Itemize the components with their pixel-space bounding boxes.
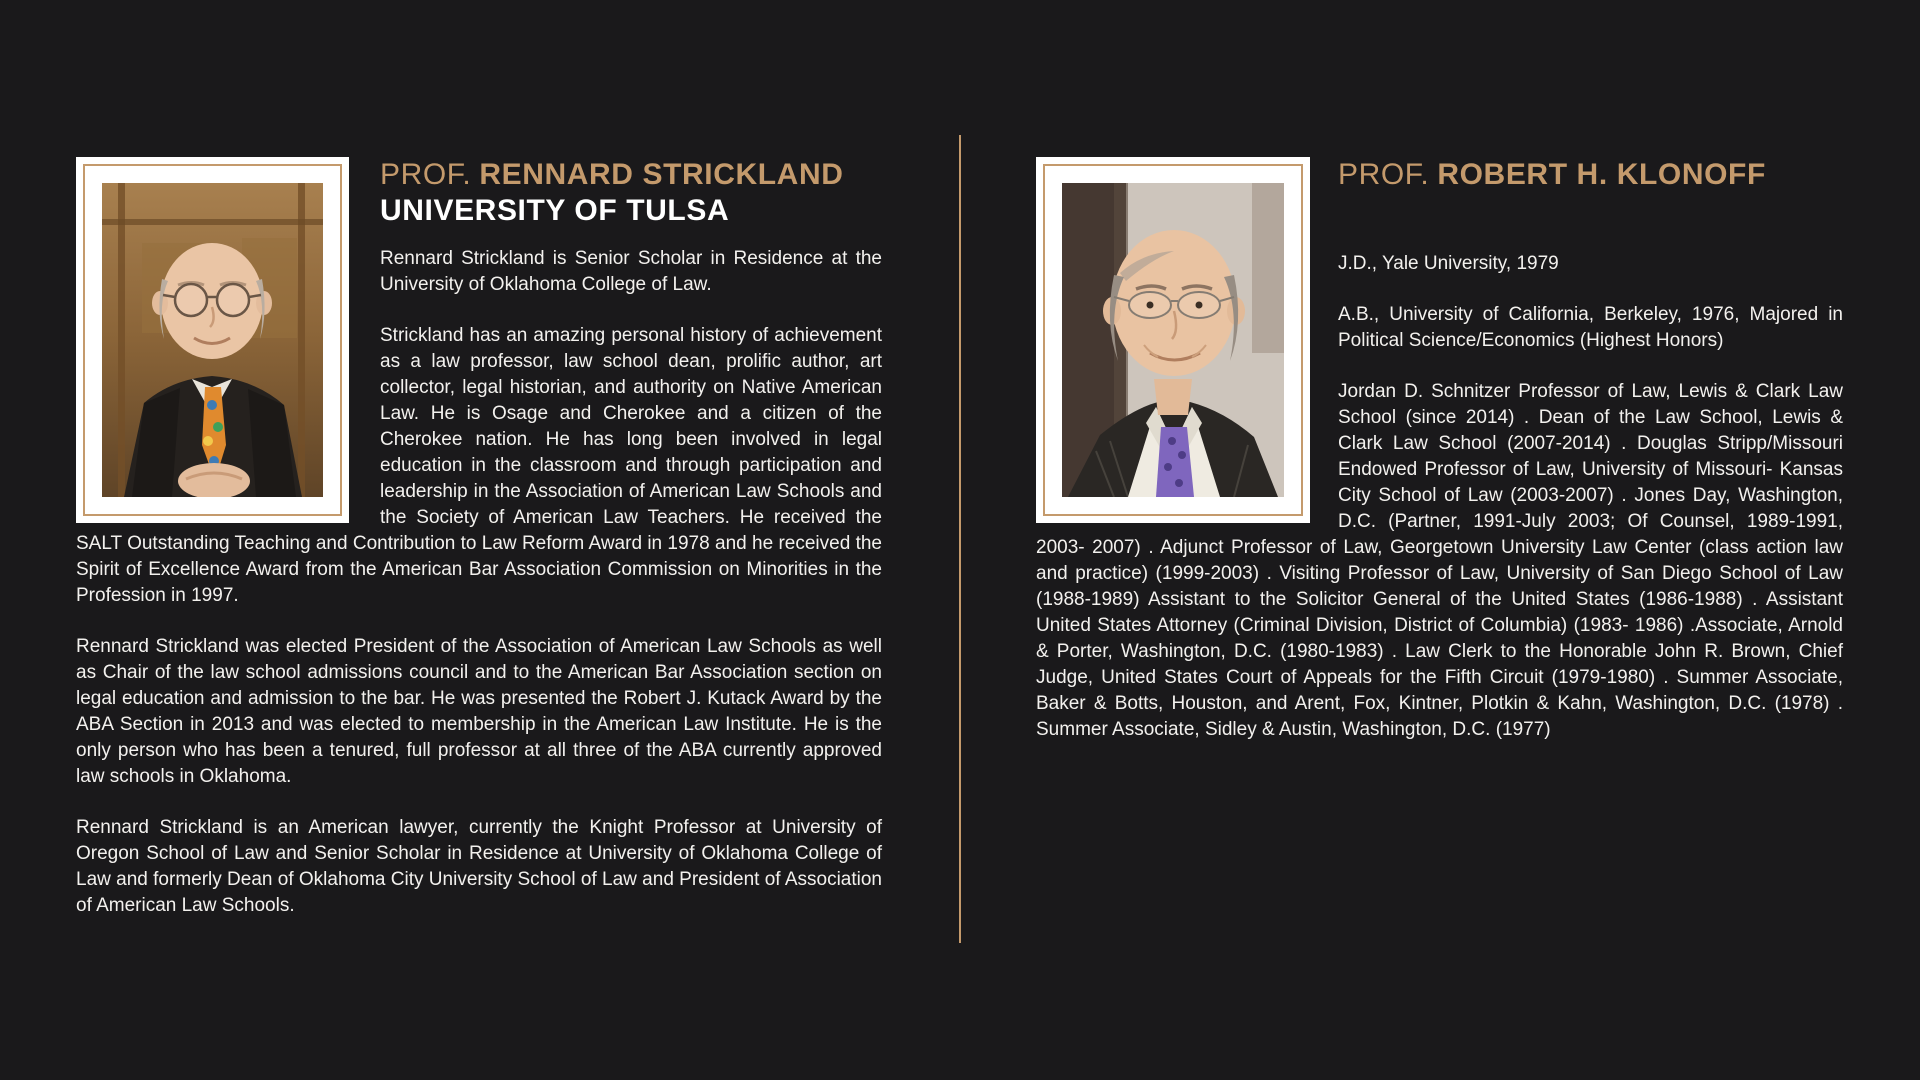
klonoff-portrait bbox=[1062, 183, 1284, 497]
klonoff-photo-frame bbox=[1036, 157, 1310, 523]
professor-name: RENNARD STRICKLAND bbox=[479, 158, 844, 191]
bio-paragraph: J.D., Yale University, 1979 bbox=[1338, 253, 1559, 274]
strickland-photo-frame bbox=[76, 157, 349, 523]
university-subtitle: UNIVERSITY OF TULSA bbox=[380, 194, 730, 227]
bio-paragraph: Jordan D. Schnitzer Professor of Law, Lewis & Clark Law School (since 2014) . Dean of the Law School, Lewis & Clark Law School (2007-2014) . Douglas Stripp/Missouri Endowed Professor of Law, University of Missouri- Kansas City School of Law (2003-2007) . Jones Day, Washington, D.C. (Partner, 1991-July 2003; Of Counsel, 1989-1991, 2003- 2007) . Adjunct Professor of Law, Georgetown University Law Center (class action law and practice) (1999-2003) . Visiting Professor of Law, University of San Diego School of Law (1988-1989) Assistant to the Solicitor General of the United States (1986-1988) . Assistant United States Attorney (Criminal Division, District of Columbia) (1983- 1986) .Associate, Arnold & Porter, Washington, D.C. (1980-1983) . Law Clerk to the Honorable John R. Brown, Chief Judge, United States Court of Appeals for the Fifth Circuit (1979-1980) . Summer Associate, Baker & Botts, Houston, and Arent, Fox, Kintner, Plotkin & Kahn, Washington, D.C. (1978) . Summer Associate, Sidley & Austin, Washington, D.C. (1977) bbox=[1036, 381, 1843, 740]
bio-paragraph: A.B., University of California, Berkeley, 1976, Majored in Political Science/Economics (Highest Honors) bbox=[1338, 304, 1843, 351]
strickland-portrait bbox=[102, 183, 323, 497]
bio-paragraph: Rennard Strickland is Senior Scholar in Residence at the University of Oklahoma College of Law. bbox=[380, 248, 882, 295]
profile-panel-klonoff bbox=[1036, 157, 1843, 743]
title-prefix: PROF. bbox=[380, 158, 472, 191]
vertical-divider-line bbox=[959, 135, 961, 943]
bio-paragraph: Strickland has an amazing personal history of achievement as a law professor, law school dean, prolific author, art collector, legal historian, and authority on Native American Law. He is Osage and Cherokee and a citizen of the Cherokee nation. He has long been involved in legal education in the classroom and through participation and leadership in the Association of American Law Schools and the Society of American Law Teachers. He received the SALT Outstanding Teaching and Contribution to Law Reform Award in 1978 and he received the Spirit of Excellence Award from the American Bar Association Commission on Minorities in the Profession in 1997. bbox=[76, 325, 882, 606]
bio-paragraph: Rennard Strickland was elected President of the Association of American Law Schools as well as Chair of the law school admissions council and to the American Bar Association section on legal education and admission to the bar. He was presented the Robert J. Kutack Award by the ABA Section in 2013 and was elected to membership in the American Law Institute. He is the only person who has been a tenured, full professor at all three of the ABA currently approved law schools in Oklahoma. bbox=[76, 636, 882, 787]
title-prefix: PROF. bbox=[1338, 158, 1430, 191]
bio-paragraph: Rennard Strickland is an American lawyer, currently the Knight Professor at University of Oregon School of Law and Senior Scholar in Residence at University of Oklahoma College of Law and formerly Dean of Oklahoma City University School of Law and President of Association of American Law Schools. bbox=[76, 817, 882, 916]
professor-name: ROBERT H. KLONOFF bbox=[1437, 158, 1766, 191]
profile-panel-strickland bbox=[76, 157, 882, 919]
